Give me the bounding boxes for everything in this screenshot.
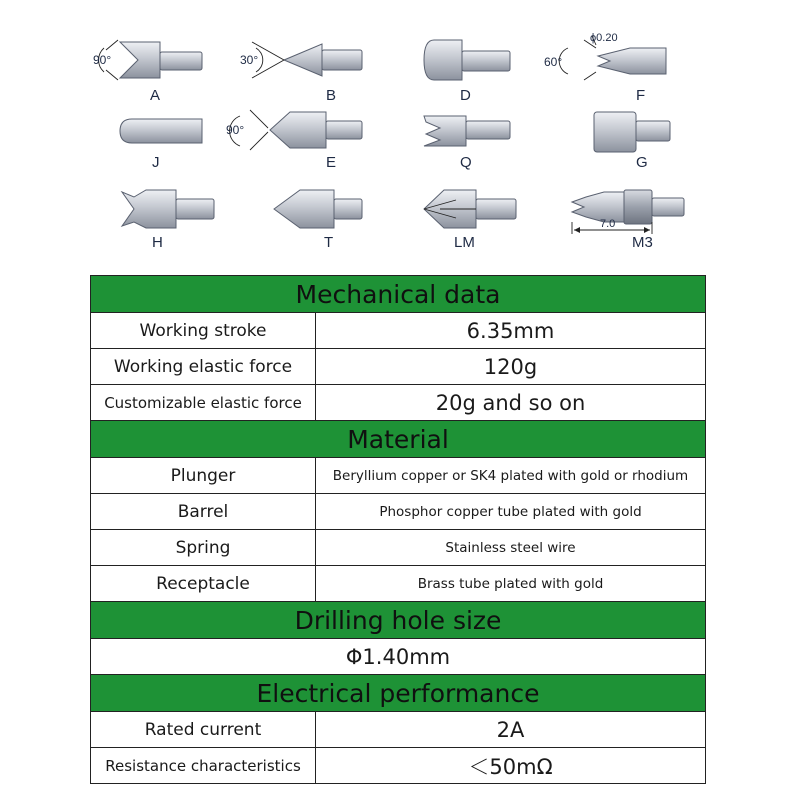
row-value: ＜50mΩ — [316, 748, 706, 784]
row-value: 2A — [316, 712, 706, 748]
row-key: Resistance characteristics — [91, 748, 316, 784]
section-material — [91, 421, 706, 458]
tip-g — [594, 112, 670, 171]
tip-lm — [424, 190, 516, 251]
tip-f-angle: 60° — [544, 55, 563, 69]
section-title: Electrical performance — [91, 675, 706, 712]
drilling-hole-value: Φ1.40mm — [91, 639, 706, 675]
row-value: 20g and so on — [316, 385, 706, 421]
row-value: Phosphor copper tube plated with gold — [316, 494, 706, 530]
tip-a-label: A — [150, 87, 161, 104]
tip-t-label: T — [324, 234, 334, 251]
table-row — [91, 458, 706, 494]
row-value: Stainless steel wire — [316, 530, 706, 566]
tip-e — [226, 110, 362, 171]
table-row — [91, 748, 706, 784]
row-value: 120g — [316, 349, 706, 385]
tip-f-label: F — [636, 87, 646, 104]
tip-a-angle: 90° — [93, 53, 112, 67]
tip-f — [544, 32, 666, 104]
tip-b-label: B — [326, 87, 337, 104]
tip-m3 — [572, 190, 684, 251]
tip-g-label: G — [636, 154, 648, 171]
tip-m3-label: M3 — [632, 234, 653, 251]
table-row — [91, 385, 706, 421]
tip-q — [424, 116, 510, 171]
section-title: Mechanical data — [91, 276, 706, 313]
tip-a — [93, 40, 202, 104]
table-row — [91, 639, 706, 675]
tip-e-angle: 90° — [226, 123, 245, 137]
row-value: Beryllium copper or SK4 plated with gold or rhodium — [316, 458, 706, 494]
table-row — [91, 313, 706, 349]
row-key: Plunger — [91, 458, 316, 494]
row-key: Working stroke — [91, 313, 316, 349]
row-value: 6.35mm — [316, 313, 706, 349]
tip-h — [122, 190, 214, 251]
tip-j — [120, 119, 202, 171]
tip-f-diameter: ϕ0.20 — [590, 32, 618, 44]
tip-j-label: J — [152, 154, 160, 171]
table-row — [91, 530, 706, 566]
row-key: Rated current — [91, 712, 316, 748]
tip-d — [424, 40, 510, 104]
table-row — [91, 566, 706, 602]
tip-q-label: Q — [460, 154, 472, 171]
row-key: Customizable elastic force — [91, 385, 316, 421]
tip-m3-dimension: 7.0 — [600, 218, 616, 230]
table-row — [91, 494, 706, 530]
tip-b — [240, 42, 362, 104]
section-drilling — [91, 602, 706, 639]
tip-lm-label: LM — [454, 234, 475, 251]
tip-h-label: H — [152, 234, 163, 251]
table-row — [91, 712, 706, 748]
row-key: Barrel — [91, 494, 316, 530]
table-row — [91, 349, 706, 385]
tip-e-label: E — [326, 154, 337, 171]
row-key: Working elastic force — [91, 349, 316, 385]
probe-tip-styles-diagram — [0, 0, 800, 270]
section-mechanical — [91, 276, 706, 313]
tip-b-angle: 30° — [240, 53, 259, 67]
section-title: Drilling hole size — [91, 602, 706, 639]
row-key: Spring — [91, 530, 316, 566]
section-title: Material — [91, 421, 706, 458]
section-electrical — [91, 675, 706, 712]
tip-d-label: D — [460, 87, 471, 104]
row-value: Brass tube plated with gold — [316, 566, 706, 602]
spec-table — [90, 275, 706, 784]
row-key: Receptacle — [91, 566, 316, 602]
tip-t — [274, 190, 362, 251]
